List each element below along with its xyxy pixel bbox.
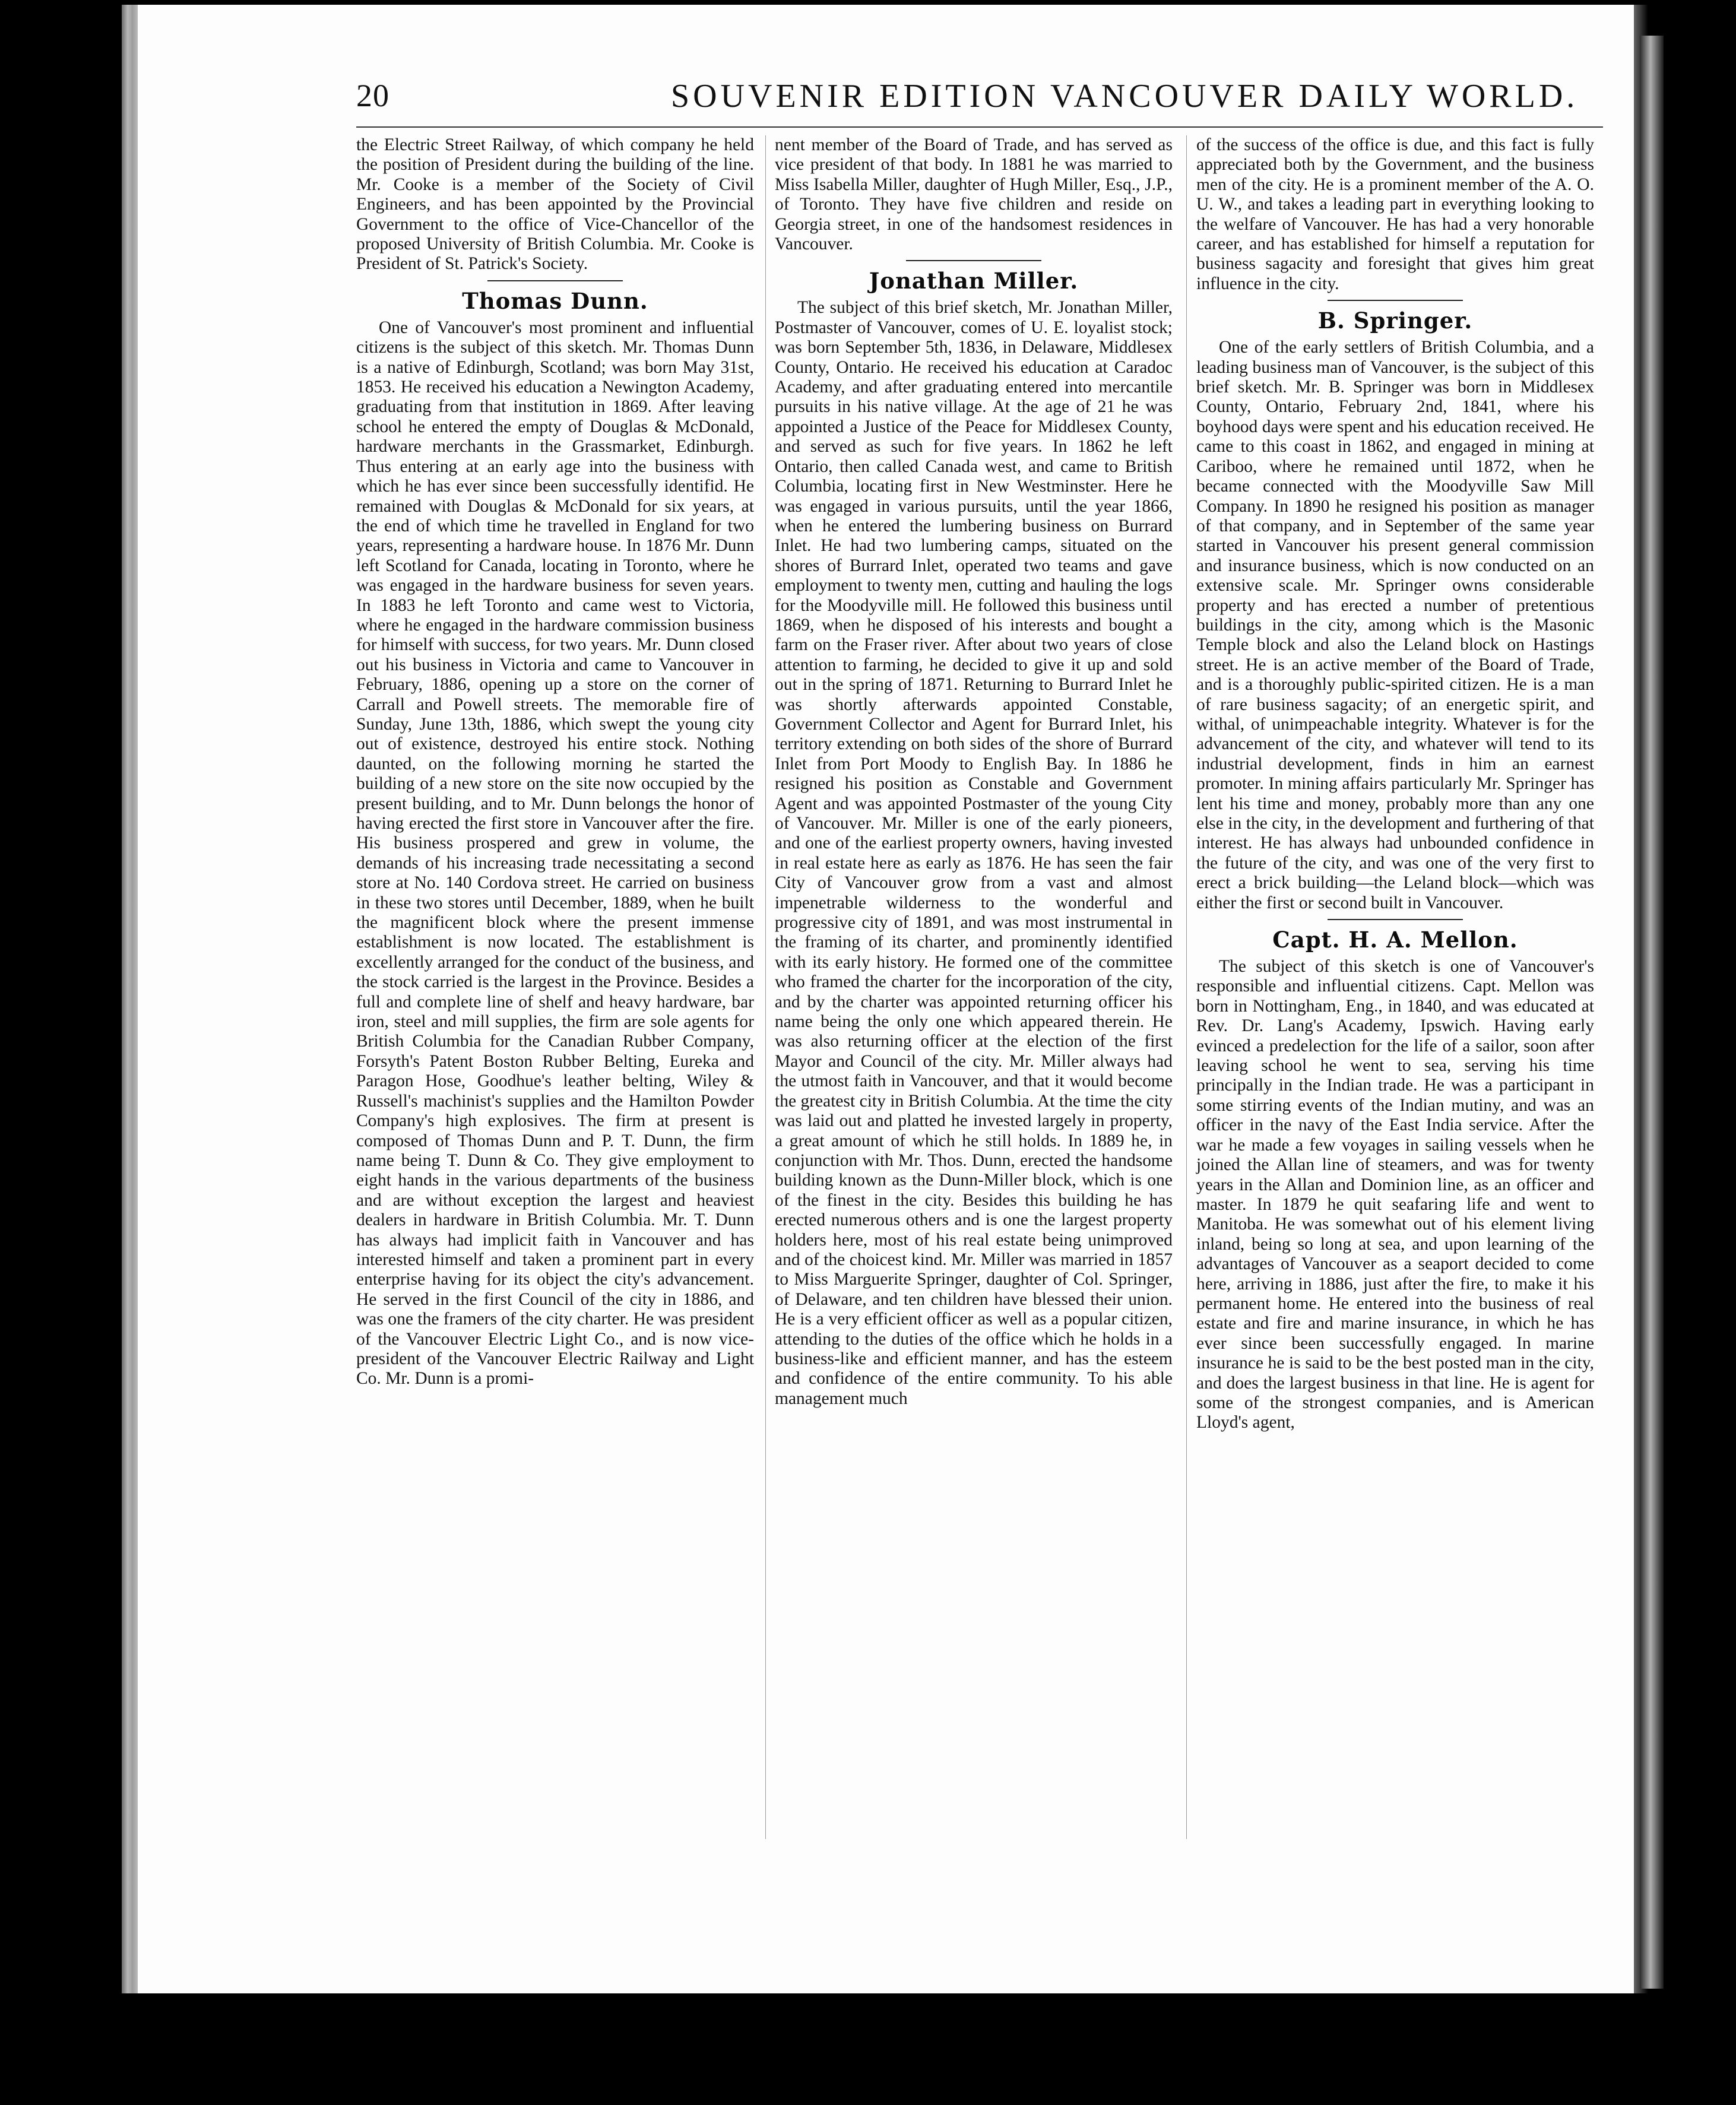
article-paragraph: of the success of the office is due, and this fact is fully appreciated both by the Government, and the business men of the city. He is a prominent member of the A. O. U. W., and takes a leading part in everything looking to the welfare of Vancouver. He has had a very honorable career, and has established for himself a reputation for business sagacity and foresight that gives him great influence in the city. bbox=[1196, 135, 1594, 293]
column-divider bbox=[765, 135, 766, 1839]
article-paragraph: nent member of the Board of Trade, and has served as vice president of that body. In 1881 he was married to Miss Isabella Miller, daughter of Hugh Miller, Esq., J.P., of Toronto. They have five children and reside on Georgia street, in one of the handsomest residences in Vancouver. bbox=[775, 135, 1173, 254]
article-heading: Jonathan Miller. bbox=[869, 268, 1079, 294]
page-header bbox=[356, 77, 1603, 131]
article-heading: Capt. H. A. Mellon. bbox=[1272, 927, 1518, 953]
running-title: SOUVENIR EDITION VANCOUVER DAILY WORLD. bbox=[671, 78, 1579, 115]
section-rule bbox=[1328, 919, 1463, 920]
article-paragraph: The subject of this sketch is one of Vancouver's responsible and influential citizens. Capt. Mellon was born in Nottingham, Eng., in 1840, and was educated at Rev. Dr. Lang's Academy, Ipswich. Having early evinced a predelection for the life of a sailor, soon after leaving school he went to sea, serving his time principally in the Indian trade. He was a participant in some stirring events of the Indian mutiny, and was an officer in the navy of the East India service. After the war he made a few voyages in sailing vessels when he joined the Allan line of steamers, and was for twenty years in the Allan and Dominion line, as an officer and master. In 1879 he quit seafaring life and went to Manitoba. He was somewhat out of his element living inland, being so long at sea, and upon learning of the advantages of Vancouver as a seaport decided to come here, arriving in 1886, just after the fire, to make it his permanent home. He entered into the business of real estate and fire and marine insurance, in which he has ever since been successfully engaged. In marine insurance he is said to be the best posted man in the city, and does the largest business in that line. He is agent for some of the strongest companies, and is American Lloyd's agent, bbox=[1196, 957, 1594, 1432]
article-paragraph: The subject of this brief sketch, Mr. Jonathan Miller, Postmaster of Vancouver, comes of U. E. loyalist stock; was born September 5th, 1836, in Delaware, Middlesex County, Ontario. He received his education at Caradoc Academy, and after graduating entered into mercantile pursuits in his native village. At the age of 21 he was appointed a Justice of the Peace for Middlesex County, and served as such for five years. In 1862 he left Ontario, then called Canada west, and came to British Columbia, locating first in New Westminster. Here he was engaged in various pursuits, until the year 1866, when he entered the lumbering business on Burrard Inlet. He had two lumbering camps, situated on the shores of Burrard Inlet, operated two teams and gave employment to twenty men, cutting and hauling the logs for the Moodyville mill. He followed this business until 1869, when he disposed of his interests and bought a farm on the Fraser river. After about two years of close attention to farming, he decided to give it up and sold out in the spring of 1871. Returning to Burrard Inlet he was shortly afterwards appointed Constable, Government Collector and Agent for Burrard Inlet, his territory extending on both sides of the shore of Burrard Inlet from Port Moody to English Bay. In 1886 he resigned his position as Constable and Government Agent and was appointed Postmaster of the young City of Vancouver. Mr. Miller is one of the early pioneers, and one of the earliest property owners, having invested in real estate here as early as 1876. He has seen the fair City of Vancouver grow from a vast and almost impenetrable wilderness to the wonderful and progressive city of 1891, and was most instrumental in the framing of its charter, and prominently identified with its early history. He formed one of the committee who framed the charter for the incorporation of the city, and by the charter was appointed returning officer his name being the only one which appeared therein. He was also returning officer at the election of the first Mayor and Council of the city. Mr. Miller always had the utmost faith in Vancouver, and that it would become the greatest city in British Columbia. At the time the city was laid out and platted he invested largely in property, a great amount of which he still holds. In 1889 he, in conjunction with Mr. Thos. Dunn, erected the handsome building known as the Dunn-Miller block, which is one of the finest in the city. Besides this building he has erected numerous others and is one the largest property holders here, most of his real estate being unimproved and of the choicest kind. Mr. Miller was married in 1857 to Miss Marguerite Springer, daughter of Col. Springer, of Delaware, and ten children have blessed their union. He is a very efficient officer as well as a popular citizen, attending to the duties of the office which he holds in a business-like and efficient manner, and has the esteem and confidence of the entire community. To his able management much bbox=[775, 298, 1173, 1408]
column-3 bbox=[1196, 135, 1594, 1433]
header-rule bbox=[356, 126, 1603, 128]
article-heading: B. Springer. bbox=[1317, 307, 1473, 334]
article-paragraph: One of Vancouver's most prominent and influential citizens is the subject of this sketch. Mr. Thomas Dunn is a native of Edinburgh, Scotland; was born May 31st, 1853. He received his education a Newington Academy, graduating from that institution in 1869. After leaving school he entered the empty of Douglas & McDonald, hardware merchants in the Grassmarket, Edinburgh. Thus entering at an early age into the business with which he has ever since been successfully identifid. He remained with Douglas & McDonald for six years, at the end of which time he travelled in England for two years, representing a hardware house. In 1876 Mr. Dunn left Scotland for Canada, locating in Toronto, where he was engaged in the hardware business for seven years. In 1883 he left Toronto and came west to Victoria, where he engaged in the hardware commission business for himself with success, for two years. Mr. Dunn closed out his business in Victoria and came to Vancouver in February, 1886, opening up a store on the corner of Carrall and Powell streets. The memorable fire of Sunday, June 13th, 1886, which swept the young city out of existence, destroyed his entire stock. Nothing daunted, on the following morning he started the building of a new store on the site now occupied by the present building, and to Mr. Dunn belongs the honor of having erected the first store in Vancouver after the fire. His business prospered and grew in volume, the demands of his increasing trade necessitating a second store at No. 140 Cordova street. He carried on business in these two stores until December, 1889, when he built the magnificent block where the present immense establishment is now located. The establishment is excellently arranged for the conduct of the business, and the stock carried is the largest in the Province. Besides a full and complete line of shelf and heavy hardware, bar iron, steel and mill supplies, the firm are sole agents for British Columbia for the Canadian Rubber Company, Forsyth's Patent Boston Rubber Belting, Eureka and Paragon Hose, Goodhue's leather belting, Wiley & Russell's machinist's supplies and the Hamilton Powder Company's high explosives. The firm at present is composed of Thomas Dunn and P. T. Dunn, the firm name being T. Dunn & Co. They give employment to eight hands in the various departments of the business and are without exception the largest and heaviest dealers in hardware in British Columbia. Mr. T. Dunn has always had implicit faith in Vancouver and has interested himself and taken a prominent part in every enterprise having for its object the city's advancement. He served in the first Council of the city in 1886, and was one the framers of the city charter. He was president of the Vancouver Electric Light Co., and is now vice-president of the Vancouver Electric Railway and Light Co. Mr. Dunn is a promi- bbox=[356, 318, 754, 1388]
page-number: 20 bbox=[356, 78, 389, 113]
article-heading: Thomas Dunn. bbox=[462, 287, 648, 314]
column-1 bbox=[356, 135, 754, 1389]
article-paragraph: One of the early settlers of British Columbia, and a leading business man of Vancouver, is the subject of this brief sketch. Mr. B. Springer was born in Middlesex County, Ontario, February 2nd, 1841, where his boyhood days were spent and his education received. He came to this coast in 1862, and engaged in mining at Cariboo, where he remained until 1872, when he became connected with the Moodyville Saw Mill Company. In 1890 he resigned his position as manager of that company, and in September of the same year started in Vancouver his present general commission and insurance business, which is now conducted on an extensive scale. Mr. Springer owns considerable property and has erected a number of pretentious buildings in the city, among which is the Masonic Temple block and also the Leland block on Hastings street. He is an active member of the Board of Trade, and is a thoroughly public-spirited citizen. He is a man of rare business sagacity; of an energetic spirit, and withal, of unimpeachable integrity. Whatever is for the advancement of the city, and whatever will tend to its industrial development, finds in him an earnest promoter. In mining affairs particularly Mr. Springer has lent his time and money, probably more than any one else in the city, in the development and furthering of that interest. He has always had unbounded confidence in the future of the city, and was one of the very first to erect a brick building—the Leland block—which was either the first or second built in Vancouver. bbox=[1196, 338, 1594, 912]
column-divider bbox=[1186, 135, 1187, 1839]
binding-strip bbox=[1640, 36, 1664, 1989]
article-paragraph: the Electric Street Railway, of which company he held the position of President during the building of the line. Mr. Cooke is a member of the Society of Civil Engineers, and has been appointed by the Provincial Government to the office of Vice-Chancellor of the proposed University of British Columbia. Mr. Cooke is President of St. Patrick's Society. bbox=[356, 135, 754, 274]
section-rule bbox=[487, 280, 623, 281]
column-2 bbox=[775, 135, 1173, 1409]
section-rule bbox=[906, 260, 1041, 261]
section-rule bbox=[1328, 300, 1463, 301]
